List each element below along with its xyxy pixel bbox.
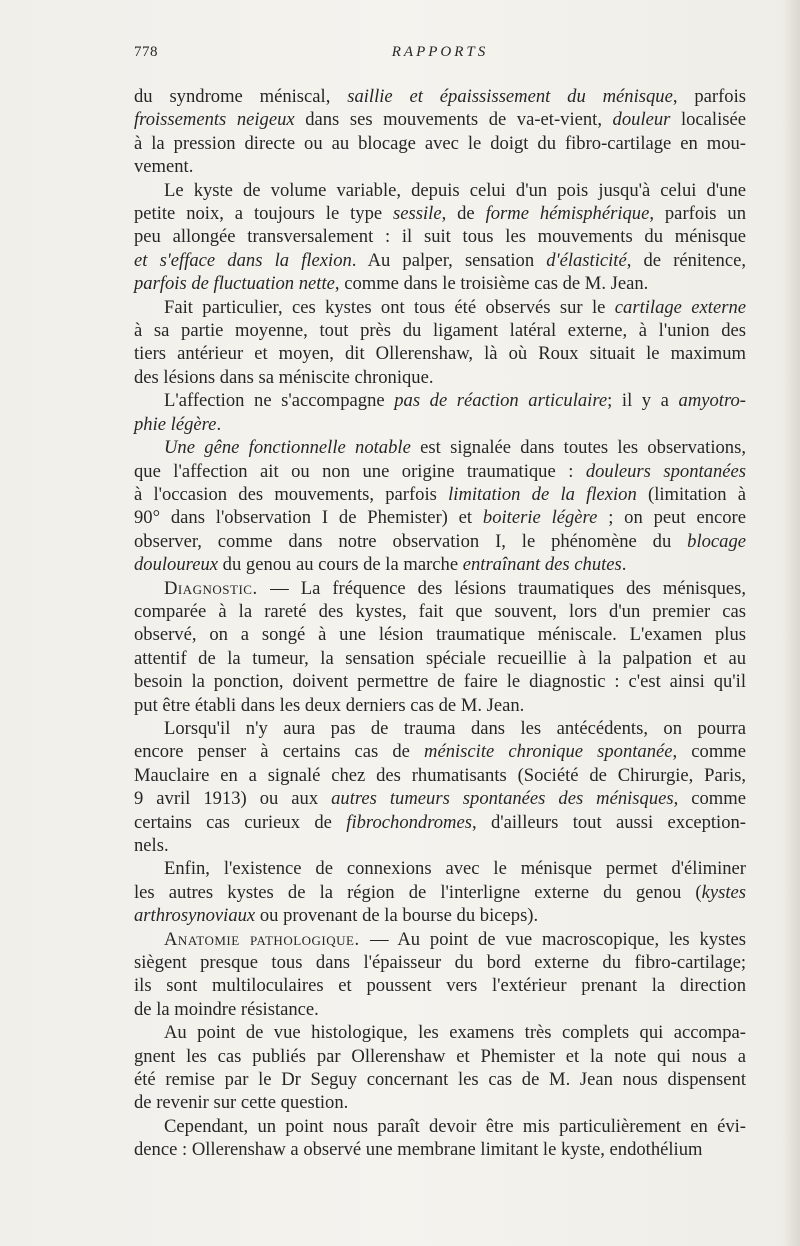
paragraph-p7 (134, 717, 746, 857)
paragraph-p2 (134, 179, 746, 296)
paragraph-p1 (134, 85, 746, 179)
text-line: dence : Ollerenshaw a observé une membrane limitant le kyste, endothélium (134, 1139, 703, 1161)
text-line: à l'occasion des mouvements, parfois limitation de la flexion (limitation à (134, 483, 747, 505)
text-line: parfois de fluctuation nette, comme dans le troisième cas de M. Jean. (134, 273, 649, 295)
text-line: des lésions dans sa méniscite chronique. (134, 366, 434, 388)
text-line: ils sont multiloculaires et poussent vers l'extérieur prenant la direction (134, 975, 746, 997)
text-line: L'affection ne s'accompagne pas de réaction articulaire; il y a amyotro- (164, 390, 746, 412)
text-line: Fait particulier, ces kystes ont tous été observés sur le cartilage externe (164, 296, 746, 318)
section-heading: Diagnostic. (164, 577, 271, 599)
text-line: Lorsqu'il n'y aura pas de trauma dans les antécédents, on pourra (164, 717, 746, 739)
page-number: 778 (134, 44, 158, 60)
text-line: certains cas curieux de fibrochondromes, d'ailleurs tout aussi exception- (134, 811, 746, 833)
text-line: que l'affection ait ou non une origine traumatique : douleurs spontanées (134, 460, 746, 482)
paragraph-p10 (134, 1021, 746, 1115)
paragraph-p3 (134, 296, 746, 390)
text-line: Cependant, un point nous paraît devoir être mis particulièrement en évi- (164, 1115, 746, 1137)
section-heading: Anatomie pathologique. (164, 928, 370, 950)
text-line: peu allongée transversalement : il suit tous les mouvements du ménisque (134, 226, 746, 248)
page-edge-shadow (782, 0, 800, 1246)
text-line: vement. (134, 156, 194, 178)
running-title: RAPPORTS (391, 44, 489, 60)
paragraph-p4 (134, 389, 746, 436)
text-line: Au point de vue histologique, les examens très complets qui accompa- (164, 1022, 746, 1044)
paragraph-p5 (134, 436, 746, 576)
text-line: siègent presque tous dans l'épaisseur du bord externe du fibro-cartilage; (134, 952, 746, 974)
text-line: Mauclaire en a signalé chez des rhumatisants (Société de Chirurgie, Paris, (134, 764, 746, 786)
text-line: Anatomie pathologique. — Au point de vue macroscopique, les kystes (164, 928, 746, 950)
text-line: tiers antérieur et moyen, dit Ollerenshaw, là où Roux situait le maximum (134, 343, 746, 365)
text-line: de revenir sur cette question. (134, 1092, 349, 1114)
body-text (134, 85, 746, 1162)
text-line: besoin la ponction, doivent permettre de faire le diagnostic : c'est ainsi qu'il (134, 671, 746, 693)
text-line: été remise par le Dr Seguy concernant les cas de M. Jean nous dispensent (134, 1069, 746, 1091)
text-line: Une gêne fonctionnelle notable est signalée dans toutes les observations, (164, 437, 746, 459)
text-line: arthrosynoviaux ou provenant de la bourse du biceps). (134, 905, 539, 927)
paragraph-p6 (134, 577, 746, 717)
text-line: comparée à la rareté des kystes, fait que souvent, lors d'un premier cas (134, 600, 746, 622)
text-line: 9 avril 1913) ou aux autres tumeurs spontanées des ménisques, comme (134, 788, 746, 810)
text-line: et s'efface dans la flexion. Au palper, sensation d'élasticité, de rénitence, (134, 249, 746, 271)
text-line: gnent les cas publiés par Ollerenshaw et Phemister et la note qui nous a (134, 1045, 746, 1067)
text-line: à la pression directe ou au blocage avec le doigt du fibro-cartilage en mou- (134, 132, 746, 154)
text-line: nels. (134, 835, 169, 856)
text-line: petite noix, a toujours le type sessile, de forme hémisphérique, parfois un (134, 203, 747, 225)
text-line: 90° dans l'observation I de Phemister) et boiterie légère ; on peut encore (134, 507, 746, 529)
paragraph-p11 (134, 1115, 746, 1162)
text-line: put être établi dans les deux derniers cas de M. Jean. (134, 694, 525, 716)
text-line: à sa partie moyenne, tout près du ligament latéral externe, à l'union des (134, 320, 746, 342)
text-line: observé, on a songé à une lésion traumatique méniscale. L'examen plus (134, 624, 746, 646)
paragraph-p9 (134, 928, 746, 1022)
text-line: Le kyste de volume variable, depuis celui d'un pois jusqu'à celui d'une (164, 179, 746, 201)
text-line: Enfin, l'existence de connexions avec le ménisque permet d'éliminer (164, 858, 746, 880)
page-header (134, 44, 746, 70)
text-line: du syndrome méniscal, saillie et épaississement du ménisque, parfois (134, 86, 746, 107)
text-line: de la moindre résistance. (134, 998, 319, 1020)
text-line: douloureux du genou au cours de la marche entraînant des chutes. (134, 554, 627, 576)
paragraph-p8 (134, 857, 746, 927)
text-line: Diagnostic. — La fréquence des lésions traumatiques des ménisques, (164, 577, 747, 599)
text-line: encore penser à certains cas de méniscite chronique spontanée, comme (134, 741, 747, 763)
text-line: attentif de la tumeur, la sensation spéciale recueillie à la palpation et au (134, 647, 746, 669)
text-line: observer, comme dans notre observation I, le phénomène du blocage (134, 530, 746, 552)
text-line: phie légère. (134, 413, 222, 435)
text-line: froissements neigeux dans ses mouvements de va-et-vient, douleur localisée (134, 109, 746, 131)
text-line: les autres kystes de la région de l'interligne externe du genou (kystes (134, 881, 746, 903)
